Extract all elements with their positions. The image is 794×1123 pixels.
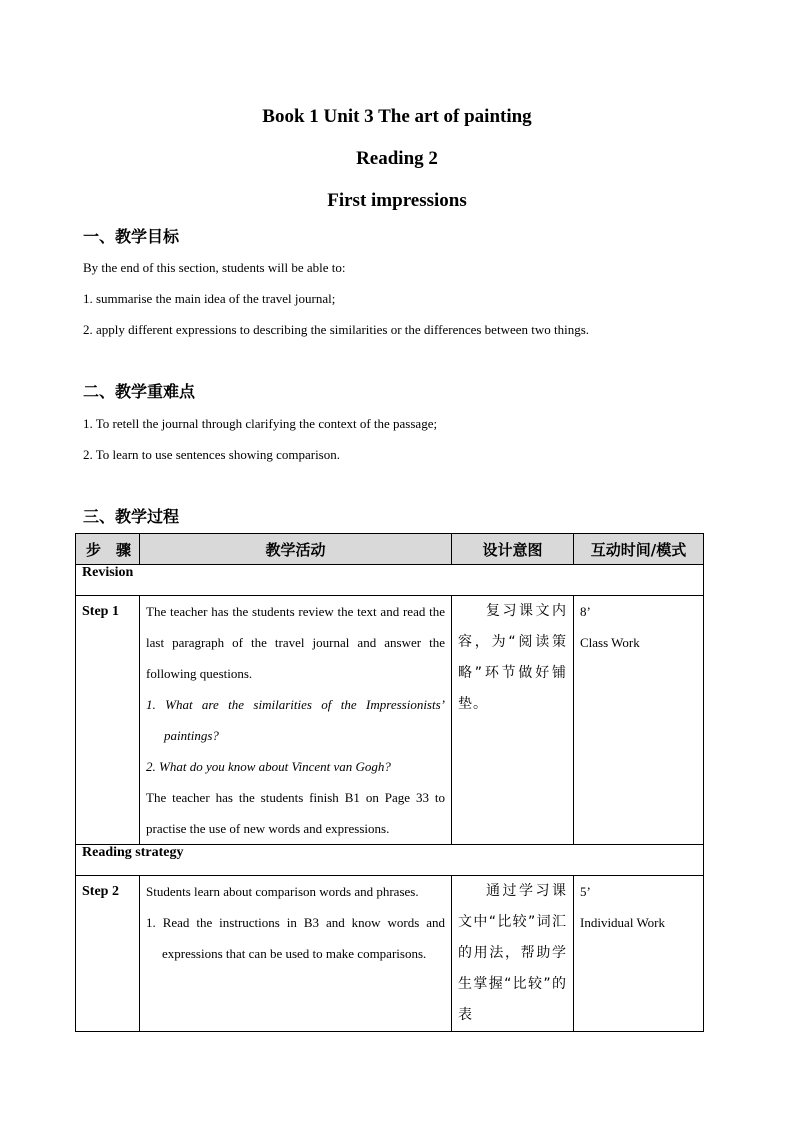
mode-value: Individual Work [580,915,666,930]
objectives-intro: By the end of this section, students will be able to: [83,260,346,275]
section-heading-process: 三、教学过程 [83,507,180,526]
activity-text: The teacher has the students finish B1 on Page 33 to practise the use of new words and expressions. [146,790,445,836]
mode-value: Class Work [580,635,640,650]
design-cell [452,876,574,1032]
time-value: 8’ [580,604,591,619]
section-label: Reading strategy [76,845,704,876]
table-row [76,876,704,1032]
table-section-row [76,565,704,596]
lesson-title: First impressions [327,190,467,211]
activity-text: Students learn about comparison words and phrases. [146,884,419,899]
step-label: Step 2 [76,876,140,1032]
section-heading-key-points: 二、教学重难点 [83,382,196,401]
section-heading-objectives: 一、教学目标 [83,227,180,246]
activity-cell [140,596,452,845]
design-text: 通过学习课文中“比较”词汇的用法，帮助学生掌握“比较”的表 [458,883,567,1023]
section-label: Revision [76,565,704,596]
header-design: 设计意图 [452,534,574,565]
table-row [76,596,704,845]
activity-question: 1. What are the similarities of the Impressionists’ paintings? [146,697,445,743]
activity-text: 1. Read the instructions in B3 and know words and expressions that can be used to make comparisons. [146,915,445,961]
time-mode-cell [574,596,704,845]
key-point-item: 1. To retell the journal through clarifying the context of the passage; [83,416,438,431]
step-label: Step 1 [76,596,140,845]
header-step: 步 骤 [76,534,140,565]
objective-item: 1. summarise the main idea of the travel journal; [83,291,336,306]
time-value: 5’ [580,884,591,899]
activity-text: The teacher has the students review the text and read the last paragraph of the travel journal and answer the following questions. [146,604,445,681]
activity-cell [140,876,452,1032]
document-subtitle: Reading 2 [356,148,438,169]
table-header-row [76,534,704,565]
header-activity: 教学活动 [140,534,452,565]
activity-question: 2. What do you know about Vincent van Gogh? [146,759,391,774]
document-title: Book 1 Unit 3 The art of painting [262,106,532,127]
design-text: 复习课文内容，为“阅读策略”环节做好铺垫。 [458,603,567,712]
time-mode-cell [574,876,704,1032]
key-point-item: 2. To learn to use sentences showing comparison. [83,447,340,462]
objective-item: 2. apply different expressions to describing the similarities or the differences between two things. [83,322,590,337]
header-time-mode: 互动时间/模式 [574,534,704,565]
design-cell [452,596,574,845]
teaching-process-table [75,533,704,1032]
table-section-row [76,845,704,876]
